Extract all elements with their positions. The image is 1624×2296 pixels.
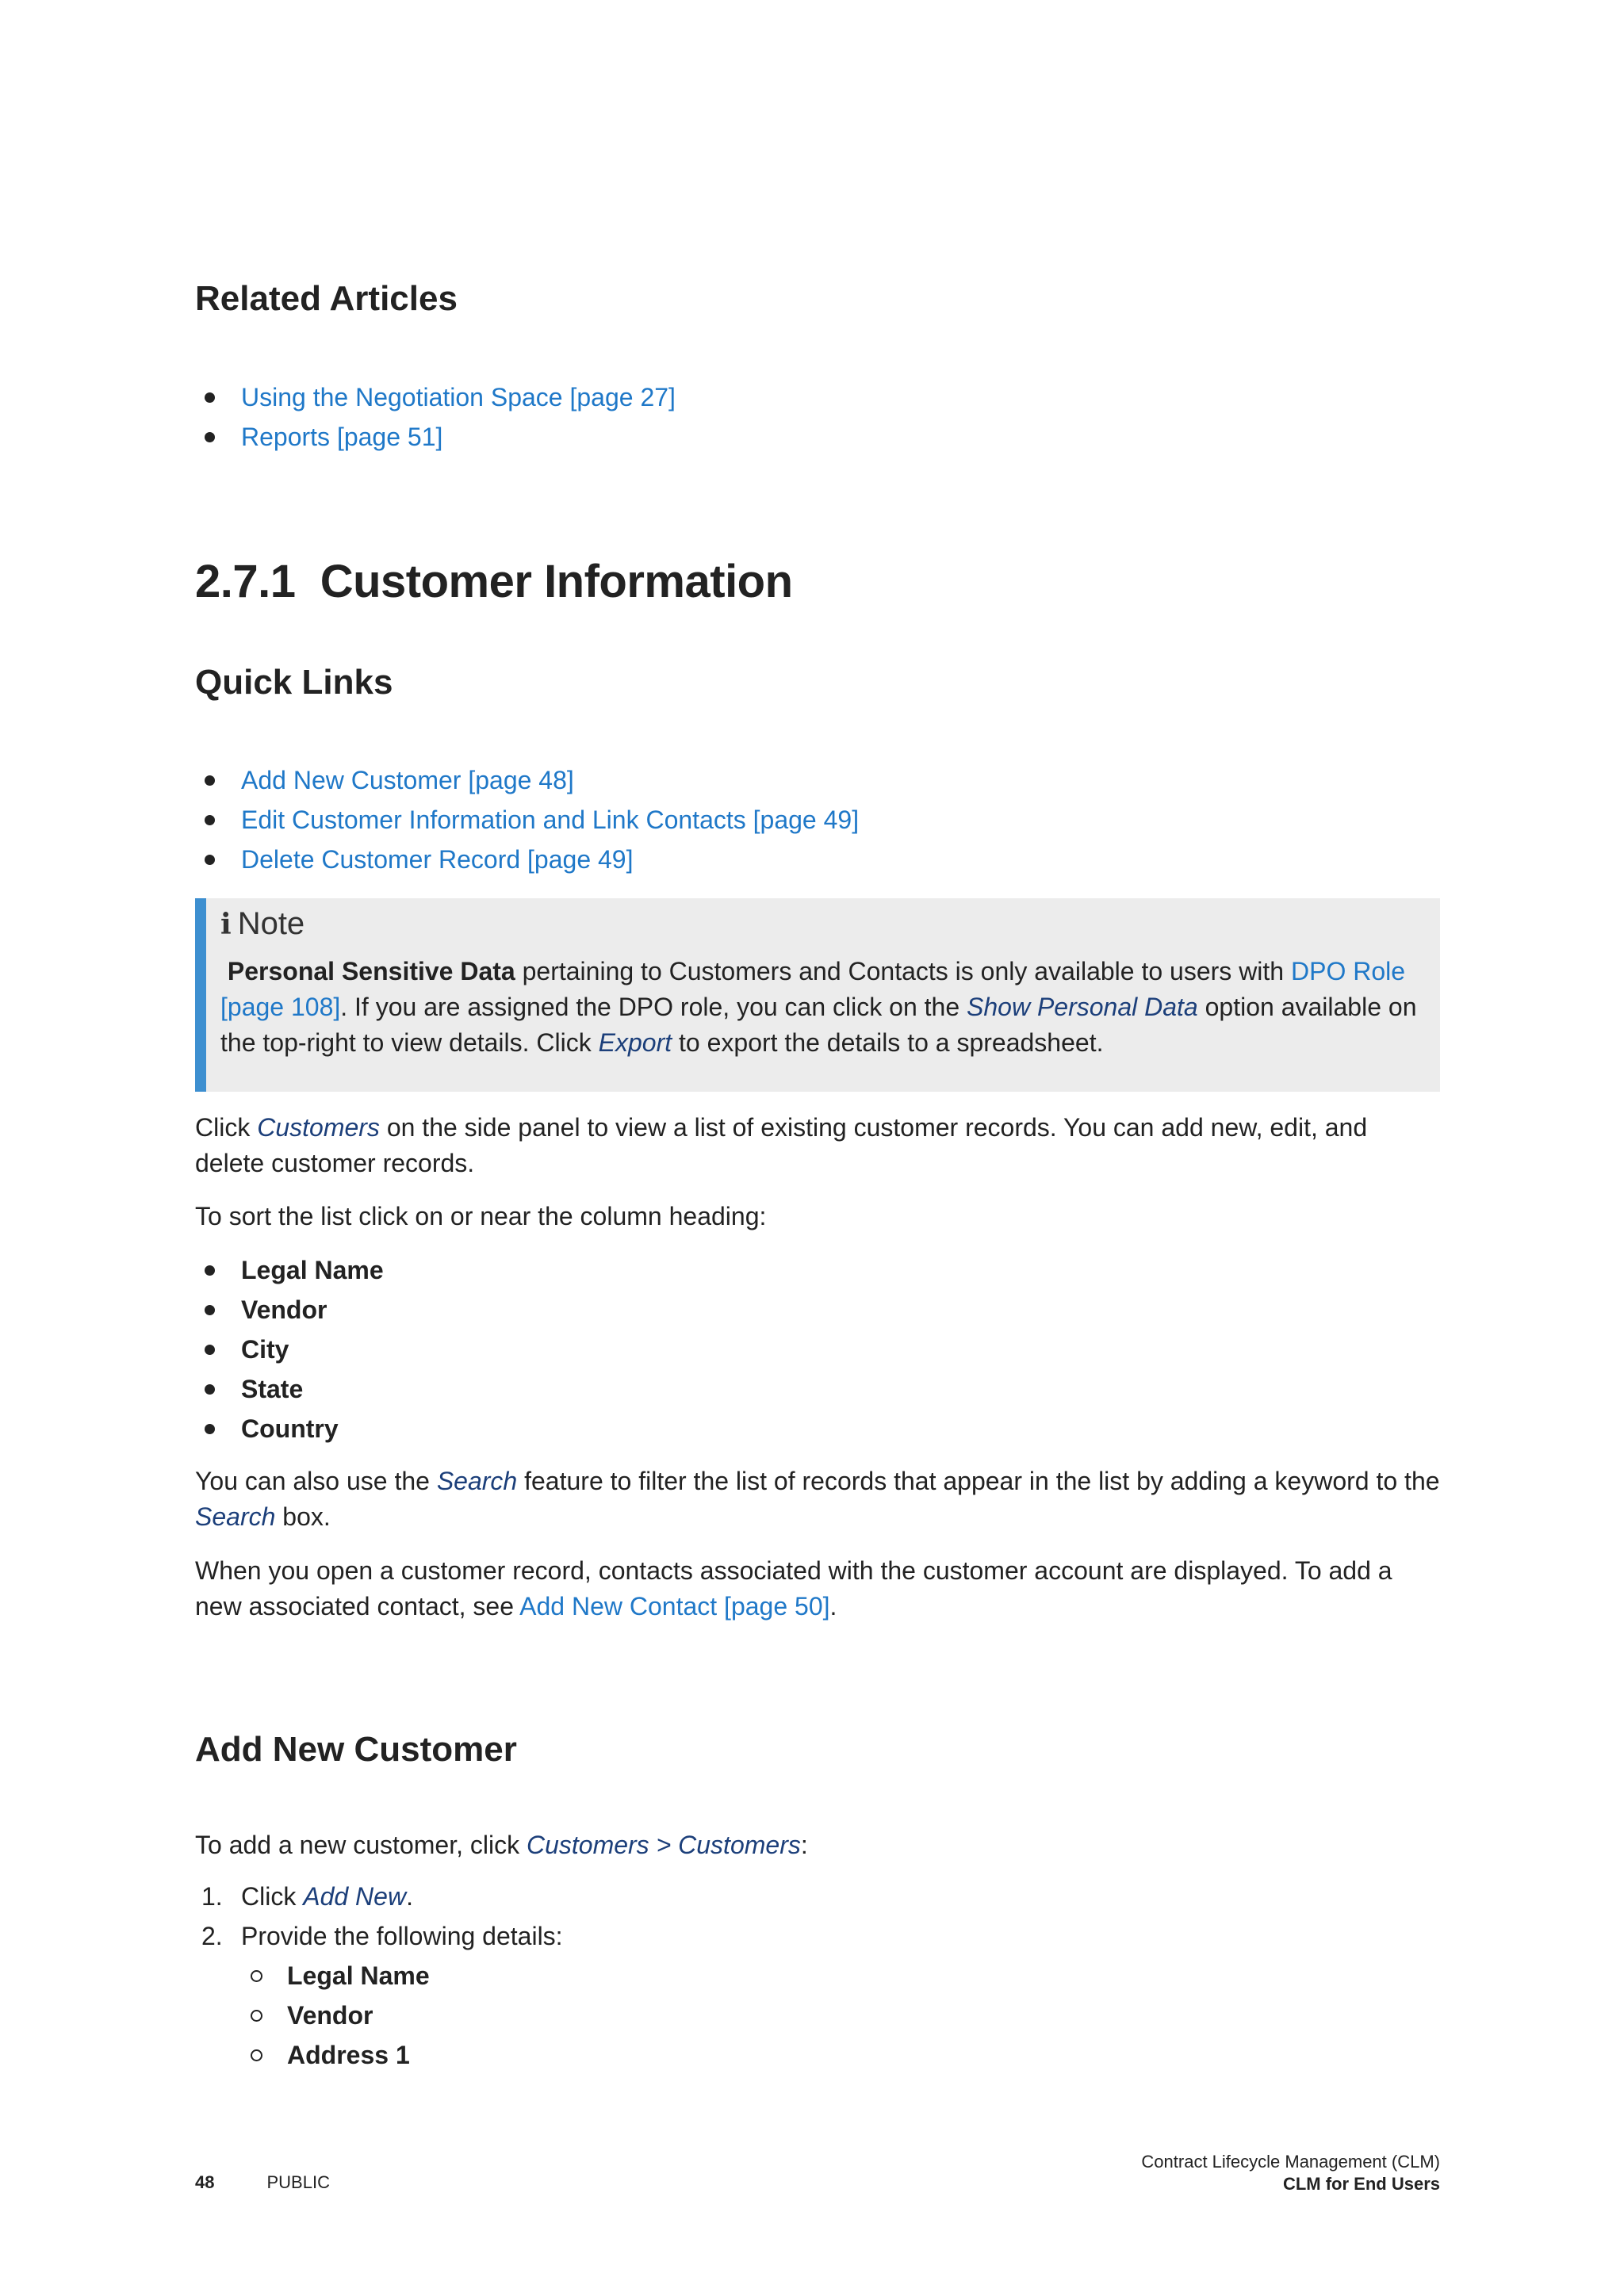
link-delete-customer[interactable]: Delete Customer Record [page 49] bbox=[241, 845, 634, 874]
section-title bbox=[195, 555, 793, 608]
note-box bbox=[195, 898, 1440, 1092]
page-number: 48 bbox=[195, 2172, 215, 2192]
add-new-lead bbox=[195, 1827, 1440, 1863]
ui-show-personal-data: Show Personal Data bbox=[967, 993, 1198, 1021]
list-item: Legal Name bbox=[241, 1956, 1440, 1996]
ui-add-new: Add New bbox=[303, 1882, 407, 1911]
ui-customers-path: Customers > Customers bbox=[526, 1831, 801, 1859]
list-item[interactable] bbox=[195, 800, 1440, 840]
note-text: . If you are assigned the DPO role, you can click on the bbox=[340, 993, 967, 1021]
list-item[interactable] bbox=[195, 377, 1440, 417]
fields-list bbox=[241, 1956, 1440, 2075]
intro-paragraph bbox=[195, 1110, 1440, 1181]
text: : bbox=[800, 1831, 808, 1859]
note-header bbox=[220, 906, 304, 942]
section-number: 2.7.1 bbox=[195, 556, 296, 607]
text: When you open a customer record, contacts associated with the customer account are displayed. To add a new associated contact, see bbox=[195, 1556, 1392, 1621]
note-bold-lead: Personal Sensitive Data bbox=[227, 957, 515, 985]
footer-right bbox=[1141, 2151, 1440, 2195]
doc-subtitle: CLM for End Users bbox=[1282, 2174, 1440, 2194]
link-reports[interactable]: Reports [page 51] bbox=[241, 423, 443, 451]
add-new-customer-heading: Add New Customer bbox=[195, 1730, 517, 1769]
list-item: Address 1 bbox=[241, 2035, 1440, 2075]
step-number: 1. bbox=[201, 1882, 223, 1911]
quick-links-heading: Quick Links bbox=[195, 663, 393, 702]
note-text: pertaining to Customers and Contacts is only available to users with bbox=[515, 957, 1291, 985]
list-item: Vendor bbox=[241, 1996, 1440, 2035]
contacts-paragraph bbox=[195, 1553, 1440, 1624]
text: . bbox=[406, 1882, 413, 1911]
text: You can also use the bbox=[195, 1467, 437, 1495]
section-title-text: Customer Information bbox=[320, 556, 793, 607]
ui-customers: Customers bbox=[257, 1113, 380, 1142]
footer-left bbox=[195, 2172, 330, 2193]
quick-links-list bbox=[195, 760, 1440, 879]
ui-export: Export bbox=[598, 1028, 672, 1057]
list-item: City bbox=[195, 1330, 1440, 1369]
ui-search-box: Search bbox=[195, 1502, 276, 1531]
note-text: to export the details to a spreadsheet. bbox=[672, 1028, 1104, 1057]
steps-list bbox=[195, 1877, 1440, 2075]
link-dpo-role[interactable]: DPO Role [page 108] bbox=[220, 957, 1406, 1021]
text: Click bbox=[195, 1113, 258, 1142]
link-add-new-customer[interactable]: Add New Customer [page 48] bbox=[241, 766, 574, 794]
search-paragraph bbox=[195, 1464, 1440, 1535]
text: Provide the following details: bbox=[241, 1922, 563, 1950]
list-item: Country bbox=[195, 1409, 1440, 1448]
step-1 bbox=[195, 1877, 1440, 1916]
text: Click bbox=[241, 1882, 304, 1911]
related-articles-list bbox=[195, 377, 1440, 457]
list-item: Vendor bbox=[195, 1290, 1440, 1330]
link-negotiation-space[interactable]: Using the Negotiation Space [page 27] bbox=[241, 383, 676, 411]
sort-columns-list bbox=[195, 1250, 1440, 1448]
note-body bbox=[220, 954, 1426, 1061]
sort-paragraph: To sort the list click on or near the column heading: bbox=[195, 1202, 767, 1230]
text: To add a new customer, click bbox=[195, 1831, 527, 1859]
step-number: 2. bbox=[201, 1922, 223, 1950]
list-item: Legal Name bbox=[195, 1250, 1440, 1290]
text: on the side panel to view a list of existing customer records. You can add new, edit, and delete customer records. bbox=[195, 1113, 1368, 1177]
related-articles-heading: Related Articles bbox=[195, 279, 458, 318]
doc-title: Contract Lifecycle Management (CLM) bbox=[1141, 2152, 1440, 2172]
note-label: Note bbox=[237, 906, 305, 941]
link-add-new-contact[interactable]: Add New Contact [page 50] bbox=[519, 1592, 830, 1621]
text: box. bbox=[275, 1502, 331, 1531]
classification: PUBLIC bbox=[266, 2172, 330, 2192]
info-icon: i bbox=[220, 908, 232, 941]
list-item[interactable] bbox=[195, 417, 1440, 457]
list-item[interactable] bbox=[195, 840, 1440, 879]
ui-search: Search bbox=[436, 1467, 518, 1495]
link-edit-customer[interactable]: Edit Customer Information and Link Contacts [page 49] bbox=[241, 806, 860, 834]
list-item: State bbox=[195, 1369, 1440, 1409]
step-2 bbox=[195, 1916, 1440, 2075]
note-text: option available on the top-right to view details. Click bbox=[220, 993, 1417, 1057]
list-item[interactable] bbox=[195, 760, 1440, 800]
text: . bbox=[829, 1592, 837, 1621]
text: feature to filter the list of records that appear in the list by adding a keyword to the bbox=[517, 1467, 1440, 1495]
